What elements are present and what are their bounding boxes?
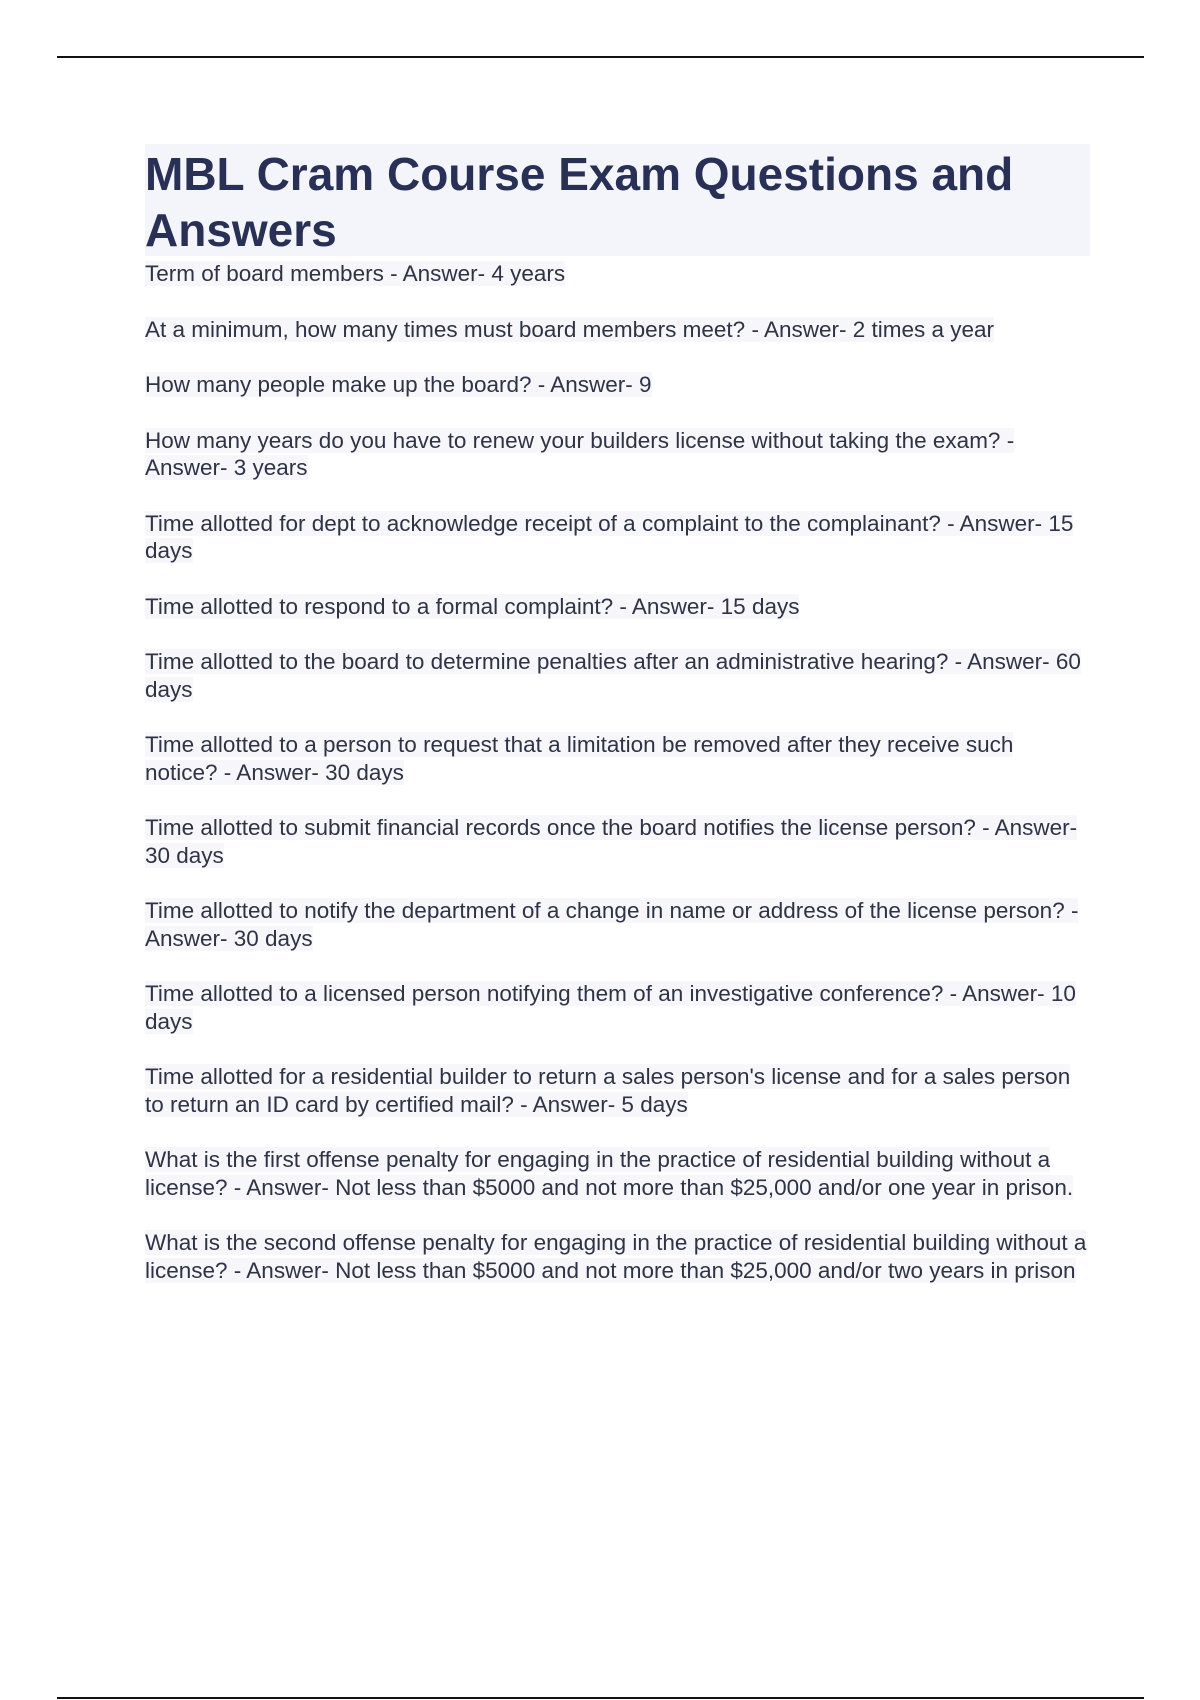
qa-list [145, 260, 1090, 1284]
qa-item [145, 1229, 1090, 1284]
qa-text: Time allotted for a residential builder to return a sales person's license and for a sales person to return an ID card by certified mail? - Answer- 5 days [145, 1064, 1071, 1117]
qa-text: At a minimum, how many times must board members meet? - Answer- 2 times a year [145, 316, 995, 342]
qa-item [145, 1063, 1090, 1118]
qa-text: Time allotted to notify the department of a change in name or address of the license person? - Answer- 30 days [145, 898, 1079, 951]
qa-text: Time allotted to a person to request that a limitation be removed after they receive such notice? - Answer- 30 days [145, 732, 1014, 785]
qa-item [145, 648, 1090, 703]
qa-text: Term of board members - Answer- 4 years [145, 261, 566, 286]
qa-item [145, 980, 1090, 1035]
qa-text: How many years do you have to renew your builders license without taking the exam? - Answer- 3 years [145, 427, 1015, 480]
qa-item [145, 371, 1090, 399]
bottom-rule [57, 1697, 1144, 1699]
document-title: MBL Cram Course Exam Questions and Answers [145, 144, 1090, 256]
qa-text: How many people make up the board? - Answer- 9 [145, 372, 652, 397]
qa-item [145, 731, 1090, 786]
qa-text: Time allotted to the board to determine penalties after an administrative hearing? - Answer- 60 days [145, 649, 1081, 702]
qa-item [145, 316, 1090, 344]
qa-item [145, 510, 1090, 565]
qa-item [145, 427, 1090, 482]
qa-text: Time allotted for dept to acknowledge receipt of a complaint to the complainant? - Answer- 15 days [145, 510, 1074, 563]
qa-item [145, 897, 1090, 952]
qa-text: Time allotted to a licensed person notifying them of an investigative conference? - Answer- 10 days [145, 981, 1076, 1034]
top-rule [57, 56, 1144, 58]
qa-text: Time allotted to respond to a formal complaint? - Answer- 15 days [145, 593, 800, 619]
qa-item [145, 1146, 1090, 1201]
qa-item [145, 260, 1090, 288]
qa-text: What is the second offense penalty for engaging in the practice of residential building without a license? - Answer- Not less than $5000 and not more than $25,000 and/or two years in prison [145, 1230, 1087, 1283]
document-body [145, 144, 1090, 1312]
qa-item [145, 814, 1090, 869]
qa-text: Time allotted to submit financial records once the board notifies the license person? - Answer- 30 days [145, 815, 1078, 868]
qa-text: What is the first offense penalty for engaging in the practice of residential building without a license? - Answer- Not less than $5000 and not more than $25,000 and/or one year in prison. [145, 1147, 1074, 1200]
qa-item [145, 593, 1090, 621]
